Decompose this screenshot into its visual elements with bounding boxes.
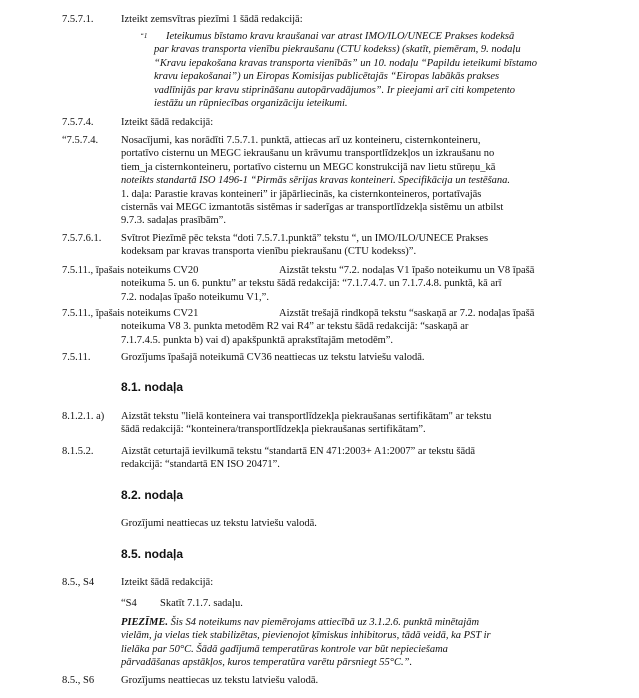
clause-number: 8.5., S4 — [62, 577, 95, 588]
body-line: noteikuma V8 3. punkta metodēm R2 vai R4” ar tekstu šādā redakcijā: “saskaņā ar — [121, 321, 469, 333]
clause-number: 8.5., S6 — [62, 675, 95, 686]
section-heading-8-2: 8.2. nodaļa — [121, 488, 184, 502]
footnote-mark: “1 — [140, 32, 148, 40]
s4-label: “S4 — [121, 598, 137, 609]
instruction-text: Grozījums neattiecas uz tekstu latviešu valodā. — [121, 675, 319, 686]
body-line: tiem_ja cisternkonteineru, portatīvo cisternu un MEGC konstrukcijā nav lietu stūreņu_kā — [121, 161, 496, 173]
quote-line: iestāžu un rūpniecības organizāciju ieteikumi. — [154, 98, 348, 110]
body-line: portatīvo cisternu un MEGC iekraušanu un krāvumu transportlīdzekļos un izkraušanu no — [121, 148, 495, 160]
body-line: kodeksam par kravas transporta vienību piekraušanu (CTU kodekss)”. — [121, 246, 417, 258]
para-7-5-11 — [62, 351, 610, 364]
para-7-5-7-4-text — [62, 134, 610, 228]
body-line: Aizstāt tekstu “7.2. nodaļas V1 īpašo noteikumu un V8 īpašā — [279, 265, 535, 276]
body-line: 7.1.7.4.5. punkta b) vai d) apakšpunktā aprakstītajām metodēm”. — [121, 334, 394, 346]
body-line: Aizstāt trešajā rindkopā tekstu “saskaņā ar 7.2. nodaļas īpašā — [279, 308, 535, 319]
body-line: noteikts standartā ISO 1496-1 “Pirmās sērijas kravas konteineri. Specifikācija un testēšana. — [121, 175, 511, 187]
para-7-5-7-1 — [62, 13, 610, 26]
instruction-text: Izteikt šādā redakcijā: — [121, 577, 214, 588]
para-8-5-s4 — [62, 576, 610, 589]
section-heading-8-1: 8.1. nodaļa — [121, 380, 184, 394]
instruction-text: Izteikt zemsvītras piezīmi 1 šādā redakcijā: — [121, 14, 303, 25]
instruction-text: Grozījums īpašajā noteikumā CV36 neattiecas uz tekstu latviešu valodā. — [121, 352, 425, 363]
para-8-5-s6 — [62, 674, 610, 687]
body-line: Aizstāt tekstu "lielā konteinera vai transportlīdzekļa piekraušanas sertifikātam" ar tekstu — [121, 411, 492, 422]
clause-number: 7.5.11., īpašais noteikums CV20 — [62, 265, 199, 276]
s4-text: Skatīt 7.1.7. sadaļu. — [160, 598, 243, 609]
quote-line: Ieteikumus bīstamo kravu kraušanai var atrast IMO/ILO/UNECE Prakses kodeksā — [166, 31, 515, 42]
body-line: 1. daļa: Parastie kravas konteineri” ir jāpārliecinās, ka cisternkonteineros, portatīvajās — [121, 188, 482, 200]
body-line: Šis S4 noteikums nav piemērojams attiecībā uz 3.1.2.6. punktā minētajām — [170, 617, 480, 628]
clause-number: 7.5.11., īpašais noteikums CV21 — [62, 308, 199, 319]
s4-line — [62, 597, 610, 610]
body-line: Nosacījumi, kas norādīti 7.5.7.1. punktā, attiecas arī uz konteineru, cisternkonteineru, — [121, 135, 481, 146]
body-line: lielāka par 50°C. Šādā gadījumā temperatūras kontrole var būt nepieciešama — [121, 643, 448, 655]
body-line: šādā redakcijā: “konteinera/transportlīdzekļa piekraušanas sertifikātam”. — [121, 424, 426, 436]
body-line: pārvadāšanas apstākļos, kuros temperatūra varētu pārsniegt 55°C.”. — [121, 657, 413, 669]
body-line: vielām, ja vielas tiek stabilizētas, pievienojot ķīmiskus inhibitorus, tādā veidā, ka PST ir — [121, 630, 491, 642]
quote-line: vadlīnijās par kravu stiprināšanu autopārvadājumos”. Ir pieejami arī citi kompetento — [154, 84, 516, 96]
quote-line: “Kravu iepakošana kravas transporta vienībās” un 10. nodaļu “Papildu ieteikumi bīstamo — [154, 57, 537, 69]
para-8-1-5-2 — [62, 445, 610, 472]
section-heading-8-5: 8.5. nodaļa — [121, 547, 184, 561]
para-8-1-2-1 — [62, 410, 610, 437]
body-line: 9.7.3. sadaļas prasībām”. — [121, 215, 226, 227]
para-7-5-7-6-1 — [62, 232, 610, 259]
para-cv20 — [62, 264, 610, 304]
clause-number: “7.5.7.4. — [62, 135, 99, 146]
body-line: 7.2. nodaļas īpašo noteikumu V1,”. — [121, 291, 269, 303]
para-cv21 — [62, 307, 610, 347]
instruction-text: Grozījumi neattiecas uz tekstu latviešu valodā. — [121, 518, 317, 529]
clause-number: 8.1.2.1. a) — [62, 411, 105, 422]
clause-number: 7.5.7.1. — [62, 14, 94, 25]
clause-number: 8.1.5.2. — [62, 446, 94, 457]
body-line: cisternās vai MEGC izmantotās sistēmas ir saderīgas ar transportlīdzekļa sistēmu un atbilst — [121, 202, 504, 214]
body-line: Svītrot Piezīmē pēc teksta “doti 7.5.7.1.punktā” tekstu “, un IMO/ILO/UNECE Prakses — [121, 233, 489, 244]
body-line: redakcijā: “standartā EN ISO 20471”. — [121, 459, 280, 471]
note-block — [62, 616, 610, 670]
note-title: PIEZĪME. — [121, 617, 168, 628]
quote-line: par kravas transporta vienību piekraušanu (CTU kodekss) (skatīt, piemēram, 9. nodaļu — [154, 44, 521, 56]
clause-number: 7.5.7.6.1. — [62, 233, 102, 244]
body-line: Aizstāt ceturtajā ievilkumā tekstu “standartā EN 471:2003+ A1:2007” ar tekstu šādā — [121, 446, 476, 457]
clause-number: 7.5.11. — [62, 352, 91, 363]
body-line: noteikuma 5. un 6. punktu” ar tekstu šādā redakcijā: “7.1.7.4.7. un 7.1.7.4.8. punktā, kā arī — [121, 278, 502, 290]
quote-line: kravu iepakošanai”) un Eiropas Komisijas publicētajās “Eiropas labākās prakses — [154, 71, 500, 83]
footnote-quote — [62, 30, 610, 110]
instruction-text: Izteikt šādā redakcijā: — [121, 117, 214, 128]
clause-number: 7.5.7.4. — [62, 117, 94, 128]
para-7-5-7-4 — [62, 116, 610, 129]
para-8-2 — [62, 517, 610, 530]
